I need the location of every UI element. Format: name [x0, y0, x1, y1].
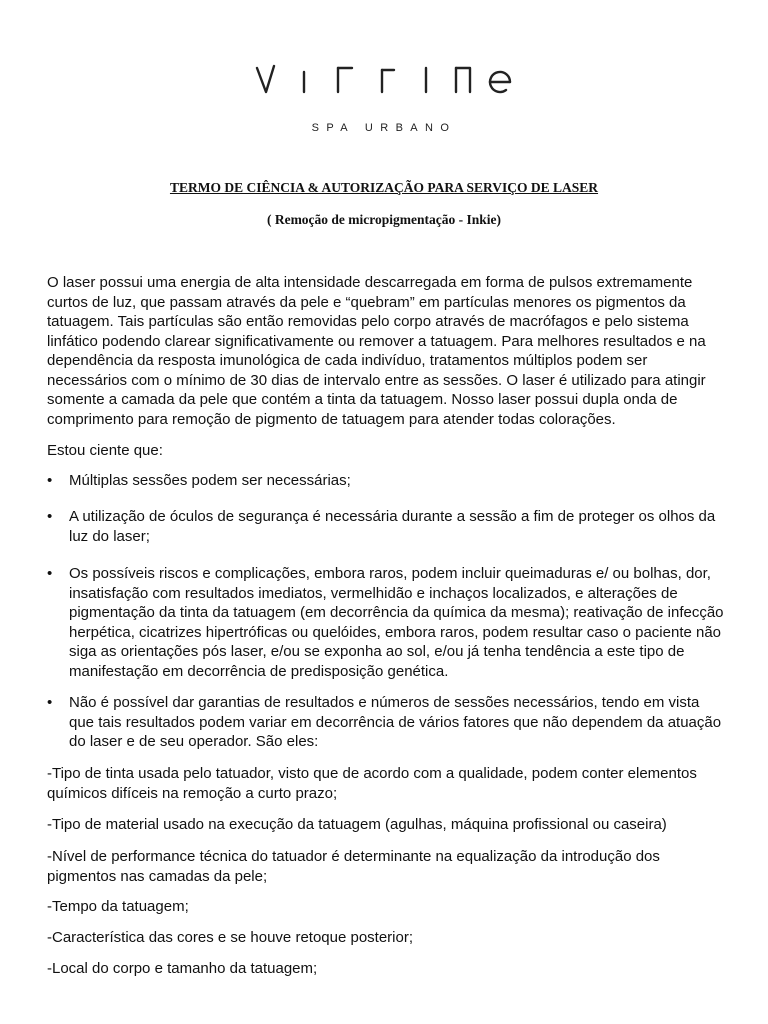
brand-logo [0, 56, 768, 96]
factor-item: -Característica das cores e se houve retoque posterior; [47, 929, 414, 946]
vitrine-wordmark-logo [254, 56, 514, 96]
bullet-text: Não é possível dar garantias de resultados e números de sessões necessários, tendo em vista que tais resultados podem variar em decorrência de vários fatores que não dependem da atuação do laser e de seu operador. São eles: [69, 694, 722, 750]
document-title: TERMO DE CIÊNCIA & AUTORIZAÇÃO PARA SERVIÇO DE LASER [169, 180, 599, 195]
list-item [47, 471, 727, 491]
bullet-dot-icon: • [47, 472, 53, 489]
bullet-dot-icon: • [47, 565, 53, 582]
factor-item: -Local do corpo e tamanho da tatuagem; [47, 960, 318, 977]
list-item [47, 564, 727, 681]
bullet-dot-icon: • [47, 694, 53, 711]
list-item [47, 507, 727, 546]
factor-item: -Tipo de material usado na execução da tatuagem (agulhas, máquina profissional ou caseira) [47, 816, 667, 833]
list-item [47, 693, 727, 752]
bullet-text: A utilização de óculos de segurança é necessária durante a sessão a fim de proteger os olhos da luz do laser; [69, 508, 716, 545]
bullet-text: Múltiplas sessões podem ser necessárias; [69, 472, 351, 489]
aware-intro: Estou ciente que: [47, 442, 163, 459]
document-subtitle: ( Remoção de micropigmentação - Inkie) [266, 212, 502, 227]
bullet-list [47, 471, 727, 491]
intro-paragraph: O laser possui uma energia de alta intensidade descarregada em forma de pulsos extremamente curtos de luz, que passam através da pele e “quebram” em partículas menores os pigmentos da tatuagem. Tais partículas são então removidas pelo corpo através de macrófagos e pelo sistema linfático podendo clarear significativamente ou remover a tatuagem. Para melhores resultados e na dependência da resposta imunológica de cada indivíduo, tratamentos múltiplos podem ser necessários com o mínimo de 30 dias de intervalo entre as sessões. O laser é utilizado para atingir somente a camada da pele que contém a tinta da tatuagem. Nosso laser possui dupla onda de comprimento para remoção de pigmento de tatuagem para atender todas colorações. [47, 274, 706, 428]
factor-item: -Tipo de tinta usada pelo tatuador, visto que de acordo com a qualidade, podem conter elementos químicos difíceis na remoção a curto prazo; [47, 765, 697, 802]
factor-item: -Nível de performance técnica do tatuador é determinante na equalização da introdução dos pigmentos nas camadas da pele; [47, 848, 660, 885]
logo-tagline: SPA URBANO [311, 122, 457, 134]
bullet-text: Os possíveis riscos e complicações, embora raros, podem incluir queimaduras e/ ou bolhas, dor, insatisfação com resultados imediatos, vermelhidão e inchaços localizados, e alterações de pigmentação da tinta da tatuagem (em decorrência da química da mesma); reativação de infecção herpética, cicatrizes hipertróficas ou quelóides, embora raros, podem resultar caso o paciente não siga as orientações pós laser, e/ou se exponha ao sol, e/ou já tenha tendência a este tipo de manifestação em decorrência de predisposição genética. [69, 565, 724, 680]
factor-item: -Tempo da tatuagem; [47, 898, 189, 915]
bullet-dot-icon: • [47, 508, 53, 525]
